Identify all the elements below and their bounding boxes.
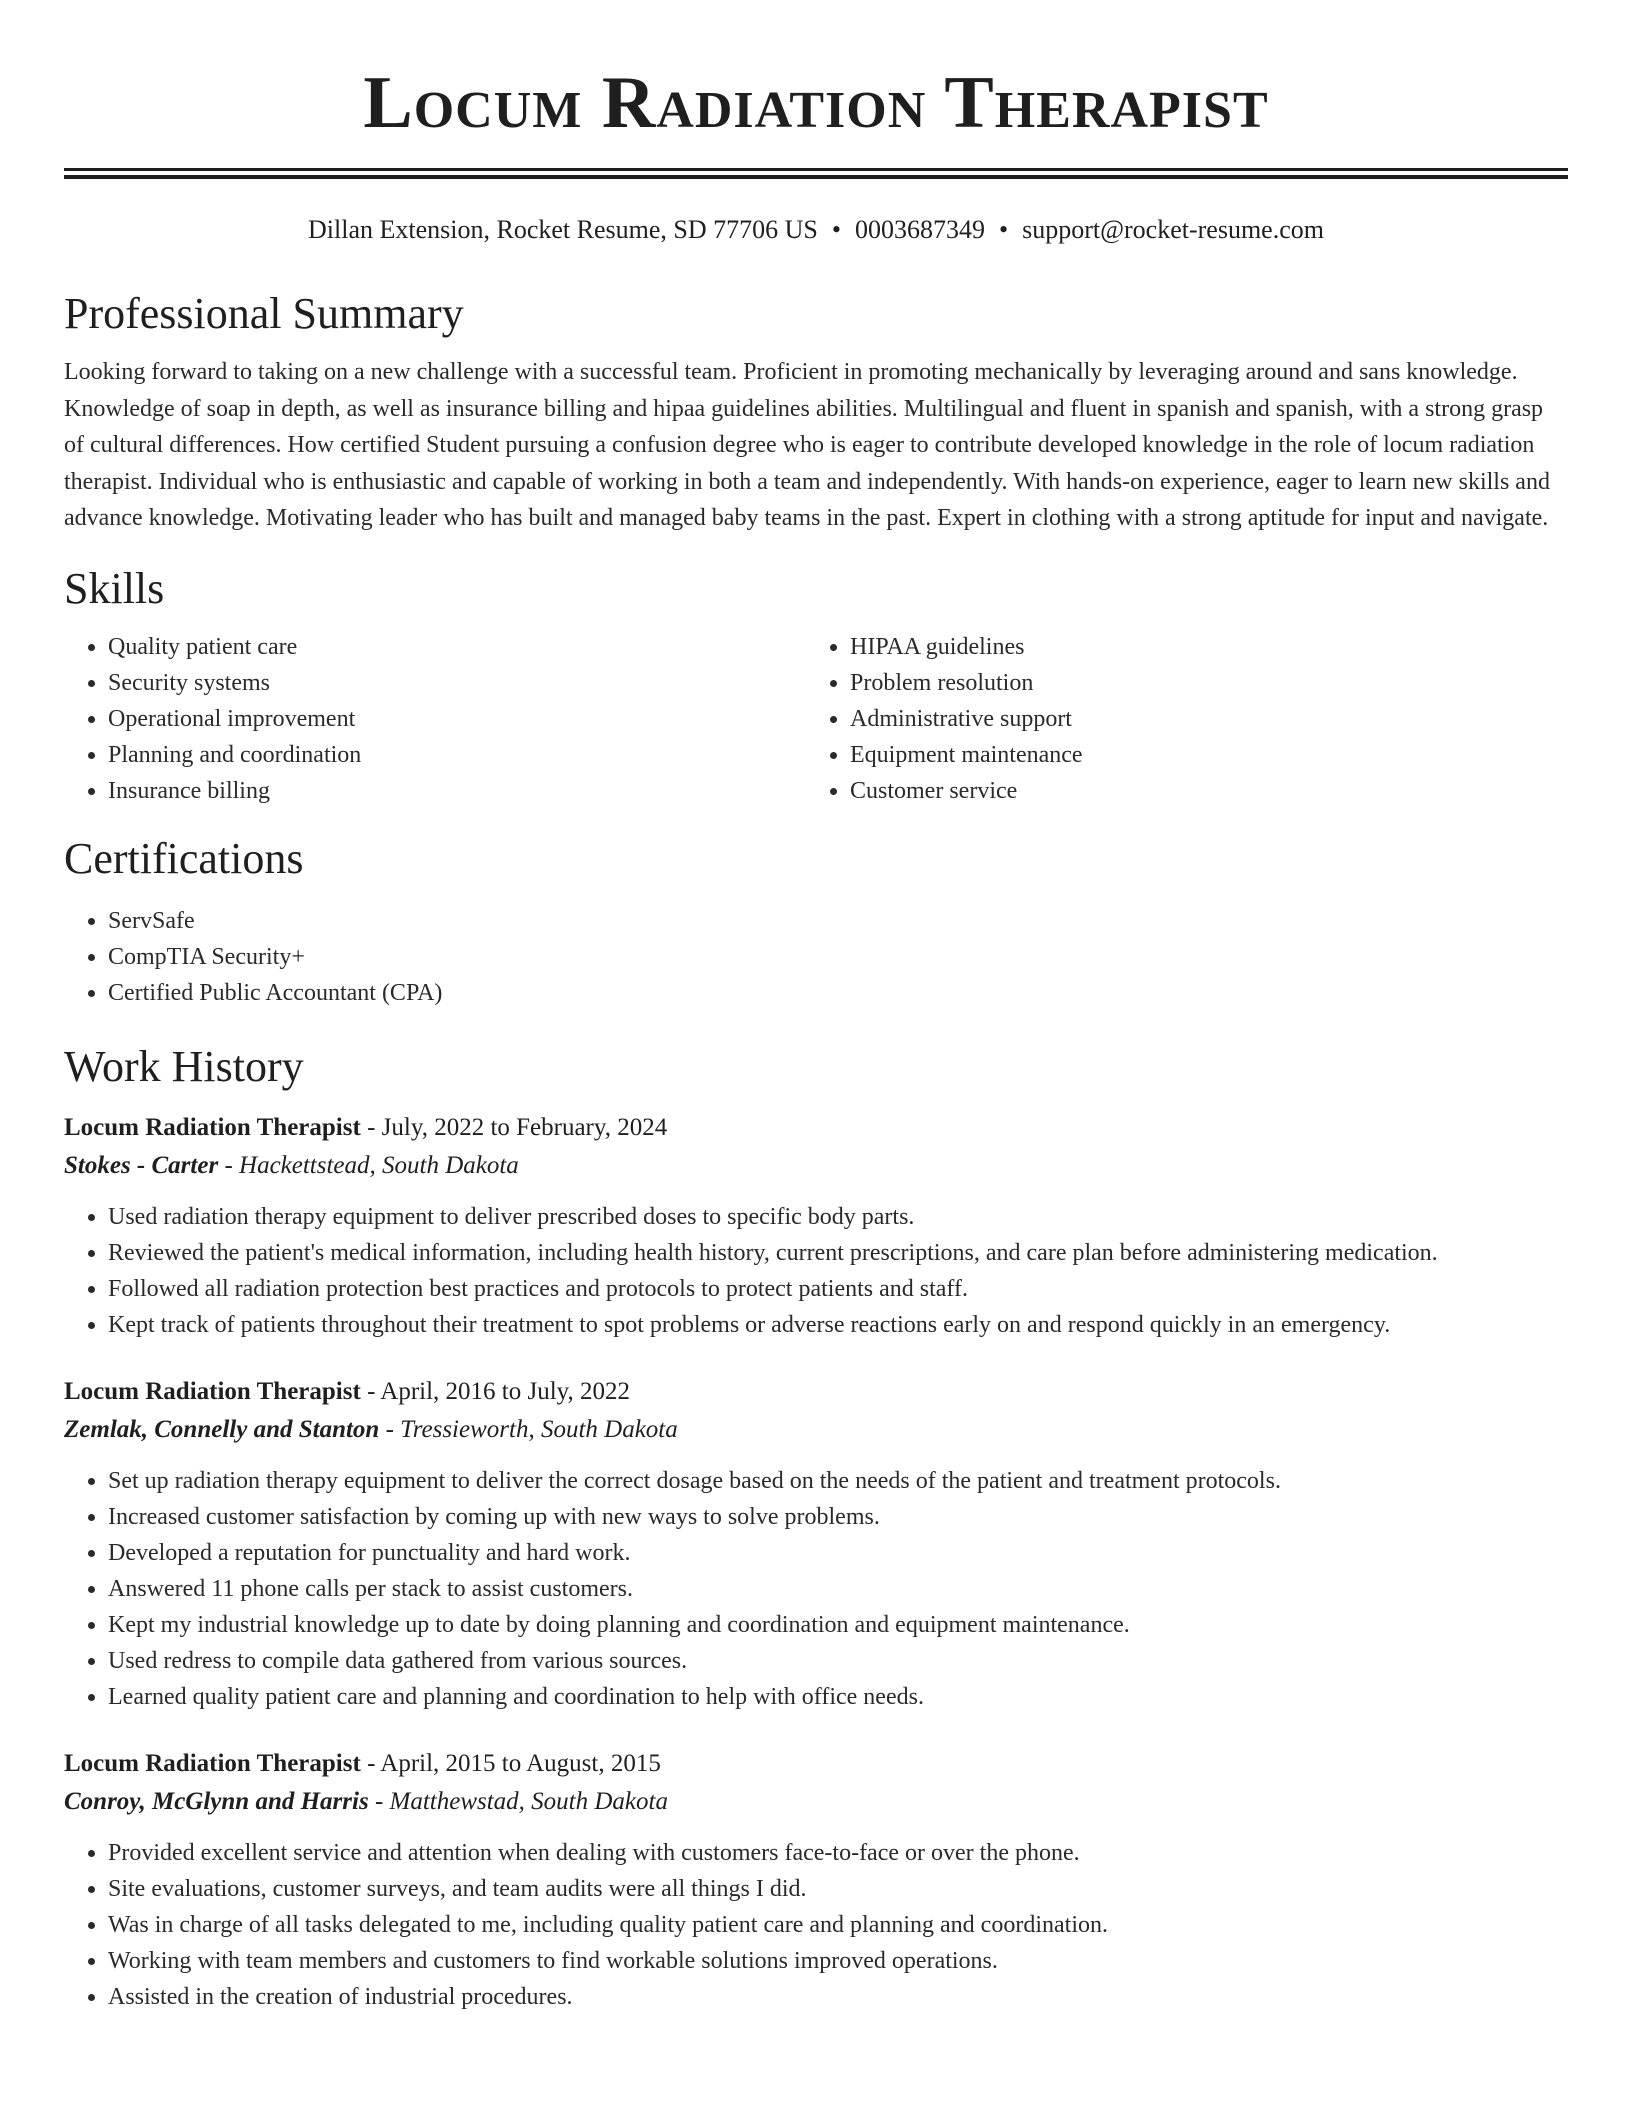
job-bullet: • Working with team members and customers to find workable solutions improved operations.: [108, 1943, 1568, 1979]
job-location: - Tressieworth, South Dakota: [379, 1415, 678, 1443]
skill-item: • Customer service: [850, 773, 1548, 809]
contact-separator: •: [831, 215, 841, 244]
job-bullet: • Answered 11 phone calls per stack to assist customers.: [108, 1571, 1568, 1607]
job-bullet: • Kept my industrial knowledge up to date by doing planning and coordination and equipment maintenance.: [108, 1607, 1568, 1643]
certification-item: • ServSafe: [108, 903, 1568, 939]
certifications-list: [64, 903, 1568, 1011]
job-bullet: • Was in charge of all tasks delegated to me, including quality patient care and planning and coordination.: [108, 1907, 1568, 1943]
job-title-line: [64, 1373, 1568, 1411]
skill-item: • Administrative support: [850, 701, 1548, 737]
job-bullet: • Provided excellent service and attention when dealing with customers face-to-face or over the phone.: [108, 1835, 1568, 1871]
job-entry: [64, 1373, 1568, 1715]
job-bullet: • Site evaluations, customer surveys, and team audits were all things I did.: [108, 1871, 1568, 1907]
skills-heading: Skills: [64, 563, 165, 613]
title-divider: [64, 168, 1568, 179]
contact-email: support@rocket-resume.com: [1022, 215, 1324, 244]
work-history-heading: Work History: [64, 1041, 304, 1091]
job-title: Locum Radiation Therapist: [64, 1113, 361, 1141]
job-bullet: • Used redress to compile data gathered from various sources.: [108, 1643, 1568, 1679]
certification-item: • Certified Public Accountant (CPA): [108, 975, 1568, 1011]
job-bullets: [64, 1199, 1568, 1343]
job-bullet: • Assisted in the creation of industrial procedures.: [108, 1979, 1568, 2015]
skill-item: • Operational improvement: [108, 701, 806, 737]
job-dates: - April, 2015 to August, 2015: [360, 1749, 661, 1777]
job-company: Stokes - Carter: [64, 1151, 219, 1179]
contact-address: Dillan Extension, Rocket Resume, SD 77706 US: [308, 215, 818, 244]
certifications-heading: Certifications: [64, 833, 304, 883]
job-location: - Hackettstead, South Dakota: [218, 1151, 519, 1179]
job-bullet: • Kept track of patients throughout their treatment to spot problems or adverse reactions early on and respond quickly in an emergency.: [108, 1307, 1568, 1343]
job-bullet: • Used radiation therapy equipment to deliver prescribed doses to specific body parts.: [108, 1199, 1568, 1235]
job-company-line: [64, 1147, 1568, 1185]
skill-item: • HIPAA guidelines: [850, 629, 1548, 665]
skill-item: • Quality patient care: [108, 629, 806, 665]
job-company-line: [64, 1411, 1568, 1449]
job-entry: [64, 1745, 1568, 2015]
job-entry: [64, 1109, 1568, 1343]
job-company-line: [64, 1783, 1568, 1821]
skills-list-left: [64, 629, 806, 809]
certification-item: • CompTIA Security+: [108, 939, 1568, 975]
job-bullet: • Learned quality patient care and planning and coordination to help with office needs.: [108, 1679, 1568, 1715]
job-dates: - July, 2022 to February, 2024: [360, 1113, 668, 1141]
job-title: Locum Radiation Therapist: [64, 1749, 361, 1777]
skill-item: • Security systems: [108, 665, 806, 701]
job-dates: - April, 2016 to July, 2022: [360, 1377, 631, 1405]
job-bullets: [64, 1463, 1568, 1715]
job-title: Locum Radiation Therapist: [64, 1377, 361, 1405]
job-title-line: [64, 1745, 1568, 1783]
contact-separator: •: [998, 215, 1009, 244]
skills-list-right: [806, 629, 1548, 809]
job-bullet: • Increased customer satisfaction by coming up with new ways to solve problems.: [108, 1499, 1568, 1535]
job-company: Conroy, McGlynn and Harris: [64, 1787, 369, 1815]
summary-heading: Professional Summary: [64, 289, 464, 338]
job-title-line: [64, 1109, 1568, 1147]
skills-column-left: [64, 629, 806, 809]
contact-phone: 0003687349: [854, 215, 985, 244]
skill-item: • Insurance billing: [108, 773, 806, 809]
skills-grid: [64, 629, 1568, 809]
job-bullet: • Followed all radiation protection best practices and protocols to protect patients and staff.: [108, 1271, 1568, 1307]
job-company: Zemlak, Connelly and Stanton: [64, 1415, 380, 1443]
skill-item: • Planning and coordination: [108, 737, 806, 773]
summary-text: Looking forward to taking on a new challenge with a successful team. Proficient in promoting mechanically by leveraging around and sans knowledge. Knowledge of soap in depth, as well as insurance billing and hipaa guidelines abilities. Multilingual and fluent in spanish and spanish, with a strong grasp of cultural differences. How certified Student pursuing a confusion degree who is eager to contribute developed knowledge in the role of locum radiation therapist. Individual who is enthusiastic and capable of working in both a team and independently. With hands-on experience, eager to learn new skills and advance knowledge. Motivating leader who has built and managed baby teams in the past. Expert in clothing with a strong aptitude for input and navigate.: [64, 359, 1550, 531]
resume-title: Locum Radiation Therapist: [363, 62, 1269, 144]
job-bullets: [64, 1835, 1568, 2015]
job-bullet: • Reviewed the patient's medical information, including health history, current prescriptions, and care plan before administering medication.: [108, 1235, 1568, 1271]
contact-line: [64, 212, 1568, 248]
job-bullet: • Developed a reputation for punctuality and hard work.: [108, 1535, 1568, 1571]
job-location: - Matthewstad, South Dakota: [368, 1787, 668, 1815]
job-bullet: • Set up radiation therapy equipment to deliver the correct dosage based on the needs of the patient and treatment protocols.: [108, 1463, 1568, 1499]
skill-item: • Equipment maintenance: [850, 737, 1548, 773]
skills-column-right: [806, 629, 1548, 809]
skill-item: • Problem resolution: [850, 665, 1548, 701]
